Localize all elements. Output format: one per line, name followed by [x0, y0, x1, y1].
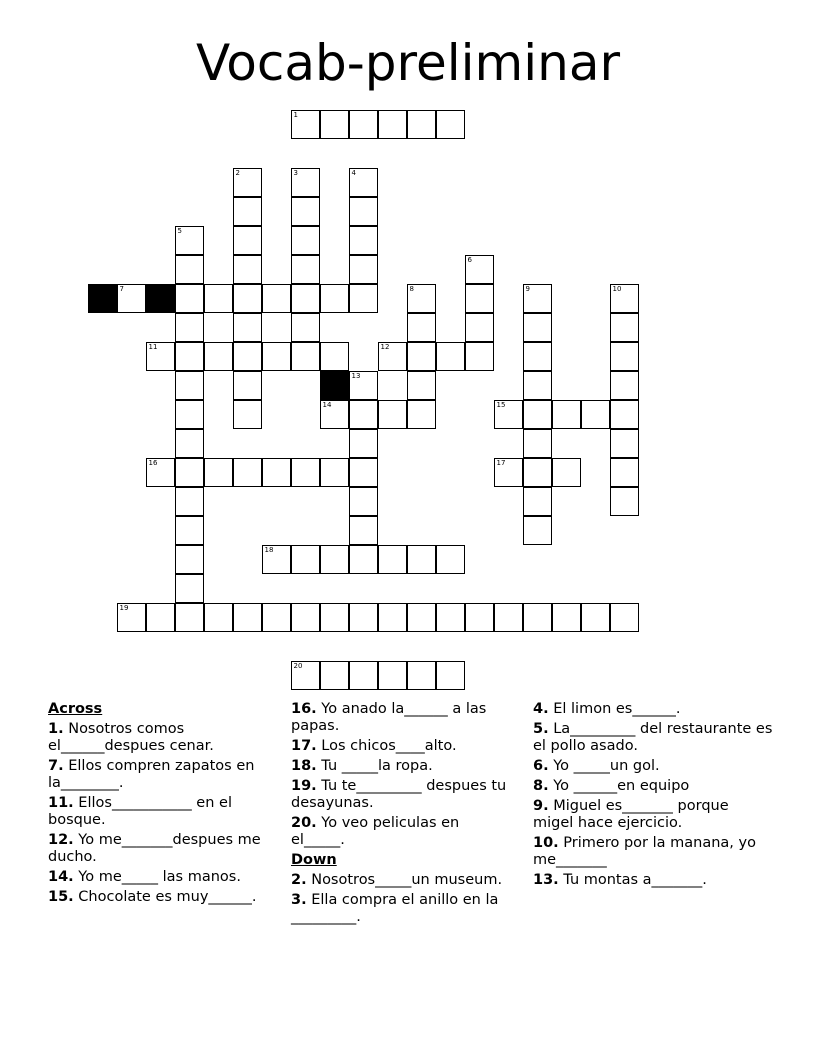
grid-cell[interactable] [146, 458, 175, 487]
grid-cell[interactable] [523, 429, 552, 458]
grid-cell[interactable] [233, 400, 262, 429]
grid-cell[interactable] [291, 168, 320, 197]
grid-cell[interactable] [320, 545, 349, 574]
grid-cell[interactable] [204, 603, 233, 632]
grid-cell[interactable] [349, 226, 378, 255]
grid-cell[interactable] [291, 661, 320, 690]
grid-cell[interactable] [233, 458, 262, 487]
grid-cell[interactable] [465, 284, 494, 313]
grid-cell[interactable] [262, 342, 291, 371]
grid-cell[interactable] [610, 429, 639, 458]
clue-text: Yo veo peliculas en el_____. [291, 815, 460, 848]
grid-cell[interactable] [610, 603, 639, 632]
clue-text: Miguel es_______ porque migel hace ejercicio. [533, 798, 729, 831]
grid-cell[interactable] [175, 487, 204, 516]
clue-down-6 [533, 758, 773, 775]
grid-cell[interactable] [610, 342, 639, 371]
grid-cell[interactable] [378, 400, 407, 429]
grid-cell[interactable] [233, 603, 262, 632]
grid-cell[interactable] [349, 661, 378, 690]
grid-cell[interactable] [407, 284, 436, 313]
clues-column-2 [291, 701, 513, 929]
clue-number: 15. [48, 889, 74, 905]
grid-cell[interactable] [146, 603, 175, 632]
clue-number-label: 5 [177, 227, 182, 235]
grid-cell[interactable] [233, 284, 262, 313]
clue-number-label: 13 [351, 372, 361, 380]
clue-number: 12. [48, 832, 74, 848]
clue-number-label: 11 [148, 343, 158, 351]
grid-cell[interactable] [436, 342, 465, 371]
clue-number: 10. [533, 835, 559, 851]
clue-across-12 [48, 832, 268, 866]
grid-cell[interactable] [407, 110, 436, 139]
grid-cell[interactable] [262, 284, 291, 313]
clue-number: 5. [533, 721, 549, 737]
grid-cell[interactable] [407, 545, 436, 574]
grid-cell[interactable] [523, 284, 552, 313]
grid-cell[interactable] [349, 429, 378, 458]
clue-down-3 [291, 892, 513, 926]
grid-cell[interactable] [523, 603, 552, 632]
clue-across-19 [291, 778, 513, 812]
clue-number-label: 8 [409, 285, 414, 293]
clue-number-label: 18 [264, 546, 274, 554]
clue-text: La_________ del restaurante es el pollo asado. [533, 721, 773, 754]
clue-across-17 [291, 738, 513, 755]
clue-down-10 [533, 835, 773, 869]
clue-number: 18. [291, 758, 317, 774]
clue-text: Yo _____un gol. [553, 758, 660, 774]
clue-number-label: 3 [293, 169, 298, 177]
grid-cell[interactable] [262, 545, 291, 574]
grid-cell[interactable] [233, 371, 262, 400]
clue-text: Nosotros comos el______despues cenar. [48, 721, 214, 754]
grid-cell[interactable] [320, 400, 349, 429]
grid-cell[interactable] [610, 371, 639, 400]
clue-number-label: 7 [119, 285, 124, 293]
clue-number-label: 9 [525, 285, 530, 293]
grid-cell[interactable] [291, 110, 320, 139]
grid-cell[interactable] [175, 284, 204, 313]
grid-cell[interactable] [407, 371, 436, 400]
grid-cell[interactable] [349, 487, 378, 516]
grid-cell[interactable] [349, 255, 378, 284]
clue-text: Ella compra el anillo en la _________. [291, 892, 499, 925]
grid-cell[interactable] [552, 400, 581, 429]
grid-cell[interactable] [349, 400, 378, 429]
grid-cell[interactable] [233, 197, 262, 226]
clue-text: Tu _____la ropa. [321, 758, 433, 774]
grid-cell[interactable] [320, 110, 349, 139]
clue-number-label: 17 [496, 459, 506, 467]
clue-across-15 [48, 889, 268, 906]
clue-number-label: 15 [496, 401, 506, 409]
grid-cell[interactable] [291, 226, 320, 255]
clue-number: 4. [533, 701, 549, 717]
clue-text: Chocolate es muy______. [78, 889, 257, 905]
grid-cell[interactable] [349, 284, 378, 313]
grid-cell[interactable] [291, 255, 320, 284]
black-square [88, 284, 117, 313]
grid-cell[interactable] [407, 661, 436, 690]
grid-cell[interactable] [465, 342, 494, 371]
grid-cell[interactable] [175, 574, 204, 603]
clue-across-14 [48, 869, 268, 886]
clue-number-label: 2 [235, 169, 240, 177]
clue-number: 8. [533, 778, 549, 794]
grid-cell[interactable] [233, 255, 262, 284]
grid-cell[interactable] [233, 226, 262, 255]
grid-cell[interactable] [117, 284, 146, 313]
grid-cell[interactable] [610, 487, 639, 516]
clue-number: 19. [291, 778, 317, 794]
clue-text: Ellos___________ en el bosque. [48, 795, 232, 828]
grid-cell[interactable] [175, 429, 204, 458]
clue-down-4 [533, 701, 773, 718]
clue-text: Los chicos____alto. [321, 738, 457, 754]
grid-cell[interactable] [436, 110, 465, 139]
grid-cell[interactable] [291, 603, 320, 632]
grid-cell[interactable] [349, 197, 378, 226]
clue-number-label: 19 [119, 604, 129, 612]
clue-number: 14. [48, 869, 74, 885]
clue-number: 7. [48, 758, 64, 774]
grid-cell[interactable] [320, 284, 349, 313]
grid-cell[interactable] [320, 603, 349, 632]
grid-cell[interactable] [320, 342, 349, 371]
grid-cell[interactable] [610, 400, 639, 429]
grid-cell[interactable] [523, 516, 552, 545]
clue-down-9 [533, 798, 773, 832]
clue-text: Yo anado la______ a las papas. [291, 701, 487, 734]
clue-number-label: 1 [293, 111, 298, 119]
clue-across-7 [48, 758, 268, 792]
clue-down-8 [533, 778, 773, 795]
clue-number-label: 10 [612, 285, 622, 293]
clue-text: Yo me_______despues me ducho. [48, 832, 261, 865]
clue-text: Tu te_________ despues tu desayunas. [291, 778, 507, 811]
grid-cell[interactable] [291, 342, 320, 371]
grid-cell[interactable] [291, 284, 320, 313]
grid-cell[interactable] [523, 458, 552, 487]
grid-cell[interactable] [378, 342, 407, 371]
clue-number: 11. [48, 795, 74, 811]
clue-text: Yo ______en equipo [553, 778, 690, 794]
grid-cell[interactable] [349, 458, 378, 487]
clue-number: 3. [291, 892, 307, 908]
clue-number-label: 16 [148, 459, 158, 467]
clues-column-3 [533, 701, 773, 892]
grid-cell[interactable] [175, 313, 204, 342]
grid-cell[interactable] [233, 313, 262, 342]
grid-cell[interactable] [523, 487, 552, 516]
clue-text: Primero por la manana, yo me_______ [533, 835, 756, 868]
clue-number: 16. [291, 701, 317, 717]
grid-cell[interactable] [204, 342, 233, 371]
clue-across-1 [48, 721, 268, 755]
grid-cell[interactable] [262, 603, 291, 632]
grid-cell[interactable] [523, 313, 552, 342]
clue-across-20 [291, 815, 513, 849]
grid-cell[interactable] [610, 458, 639, 487]
grid-cell[interactable] [523, 342, 552, 371]
grid-cell[interactable] [117, 603, 146, 632]
across-heading: Across [48, 701, 103, 717]
clue-number: 2. [291, 872, 307, 888]
grid-cell[interactable] [610, 313, 639, 342]
grid-cell[interactable] [378, 110, 407, 139]
grid-cell[interactable] [233, 168, 262, 197]
grid-cell[interactable] [378, 661, 407, 690]
grid-cell[interactable] [407, 342, 436, 371]
grid-cell[interactable] [291, 313, 320, 342]
grid-cell[interactable] [175, 458, 204, 487]
grid-cell[interactable] [291, 197, 320, 226]
grid-cell[interactable] [465, 603, 494, 632]
clue-number: 1. [48, 721, 64, 737]
clue-text: Ellos compren zapatos en la________. [48, 758, 255, 791]
clue-across-16 [291, 701, 513, 735]
black-square [146, 284, 175, 313]
grid-cell[interactable] [436, 603, 465, 632]
grid-cell[interactable] [494, 458, 523, 487]
clue-down-13 [533, 872, 773, 889]
clue-number-label: 20 [293, 662, 303, 670]
down-heading: Down [291, 852, 337, 868]
grid-cell[interactable] [494, 400, 523, 429]
grid-cell[interactable] [436, 545, 465, 574]
clue-number: 9. [533, 798, 549, 814]
clue-number: 13. [533, 872, 559, 888]
grid-cell[interactable] [349, 603, 378, 632]
clue-down-2 [291, 872, 513, 889]
grid-cell[interactable] [494, 603, 523, 632]
grid-cell[interactable] [465, 255, 494, 284]
grid-cell[interactable] [407, 313, 436, 342]
grid-cell[interactable] [349, 371, 378, 400]
grid-cell[interactable] [175, 516, 204, 545]
grid-cell[interactable] [581, 400, 610, 429]
page-title: Vocab-preliminar [195, 34, 621, 92]
grid-cell[interactable] [349, 516, 378, 545]
clue-across-18 [291, 758, 513, 775]
clue-number-label: 6 [467, 256, 472, 264]
grid-cell[interactable] [523, 371, 552, 400]
grid-cell[interactable] [349, 168, 378, 197]
grid-cell[interactable] [523, 400, 552, 429]
clue-text: El limon es______. [553, 701, 681, 717]
grid-cell[interactable] [349, 545, 378, 574]
grid-cell[interactable] [175, 226, 204, 255]
grid-cell[interactable] [262, 458, 291, 487]
clue-number: 20. [291, 815, 317, 831]
clue-across-11 [48, 795, 268, 829]
grid-cell[interactable] [349, 110, 378, 139]
grid-cell[interactable] [581, 603, 610, 632]
grid-cell[interactable] [175, 603, 204, 632]
clue-text: Tu montas a_______. [563, 872, 707, 888]
clue-down-5 [533, 721, 773, 755]
grid-cell[interactable] [552, 603, 581, 632]
clue-text: Nosotros_____un museum. [311, 872, 503, 888]
grid-cell[interactable] [436, 661, 465, 690]
black-square [320, 371, 349, 400]
grid-cell[interactable] [175, 342, 204, 371]
grid-cell[interactable] [378, 545, 407, 574]
grid-cell[interactable] [291, 545, 320, 574]
clues-column-1 [48, 701, 268, 909]
grid-cell[interactable] [291, 458, 320, 487]
clue-number-label: 4 [351, 169, 356, 177]
grid-cell[interactable] [552, 458, 581, 487]
clue-number-label: 12 [380, 343, 390, 351]
grid-cell[interactable] [320, 458, 349, 487]
clue-text: Yo me_____ las manos. [78, 869, 241, 885]
grid-cell[interactable] [204, 284, 233, 313]
grid-cell[interactable] [610, 284, 639, 313]
clue-number: 17. [291, 738, 317, 754]
grid-cell[interactable] [378, 603, 407, 632]
grid-cell[interactable] [204, 458, 233, 487]
grid-cell[interactable] [175, 545, 204, 574]
clue-number: 6. [533, 758, 549, 774]
grid-cell[interactable] [465, 313, 494, 342]
grid-cell[interactable] [407, 400, 436, 429]
grid-cell[interactable] [175, 255, 204, 284]
clue-number-label: 14 [322, 401, 332, 409]
grid-cell[interactable] [407, 603, 436, 632]
grid-cell[interactable] [175, 371, 204, 400]
grid-cell[interactable] [320, 661, 349, 690]
grid-cell[interactable] [175, 400, 204, 429]
grid-cell[interactable] [233, 342, 262, 371]
grid-cell[interactable] [146, 342, 175, 371]
